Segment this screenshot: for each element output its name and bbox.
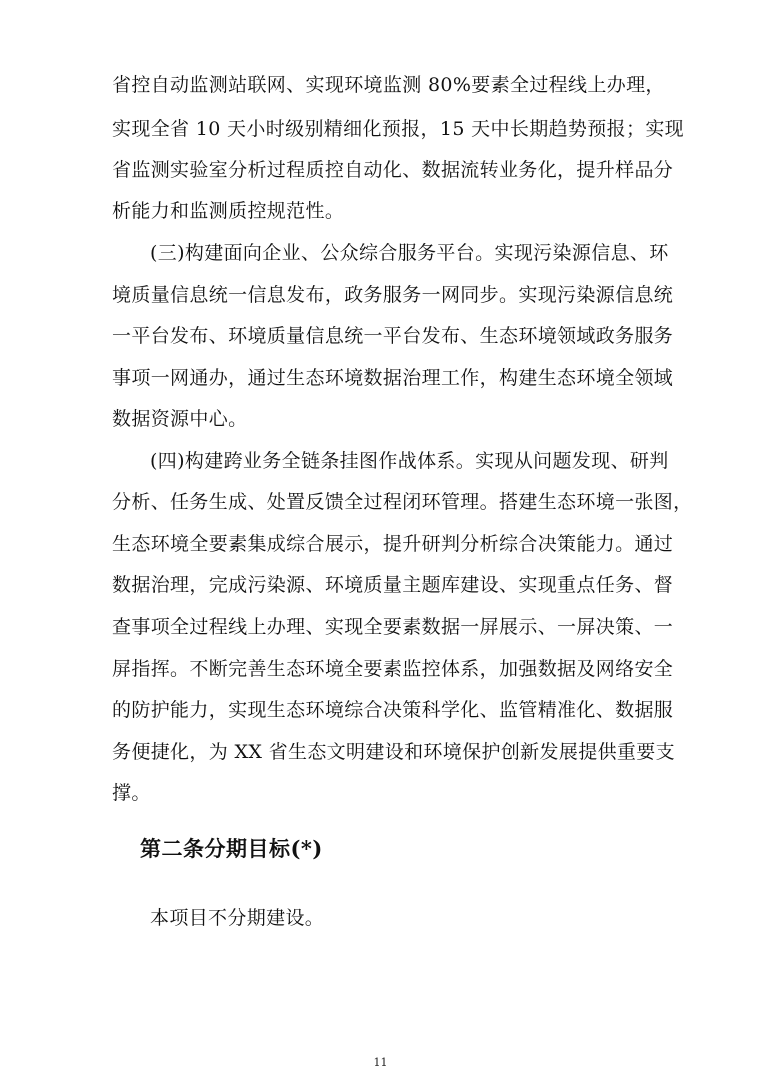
paragraph-1-line-1: 省控自动监测站联网、实现环境监测 80%要素全过程线上办理，	[112, 74, 665, 96]
paragraph-2-line-4: 事项一网通办，通过生态环境数据治理工作，构建生态环境全领域	[112, 367, 674, 389]
paragraph-2-line-5: 数据资源中心。	[112, 408, 248, 430]
paragraph-1-line-4: 析能力和监测质控规范性。	[112, 200, 345, 222]
paragraph-3-line-2: 分析、任务生成、处置反馈全过程闭环管理。搭建生态环境一张图，	[112, 491, 693, 513]
section-heading: 第二条分期目标(*)	[140, 836, 323, 861]
paragraph-2-line-3: 一平台发布、环境质量信息统一平台发布、生态环境领域政务服务	[112, 325, 674, 347]
section-body: 本项目不分期建设。	[150, 907, 325, 929]
paragraph-3-line-3: 生态环境全要素集成综合展示，提升研判分析综合决策能力。通过	[112, 533, 674, 555]
page-number: 11	[373, 1056, 388, 1069]
paragraph-2-line-1: (三)构建面向企业、公众综合服务平台。实现污染源信息、环	[150, 242, 669, 264]
paragraph-1-line-3: 省监测实验室分析过程质控自动化、数据流转业务化，提升样品分	[112, 159, 674, 181]
paragraph-3-line-6: 屏指挥。不断完善生态环境全要素监控体系，加强数据及网络安全	[112, 658, 674, 680]
paragraph-3-line-1: (四)构建跨业务全链条挂图作战体系。实现从问题发现、研判	[150, 450, 669, 472]
paragraph-3-line-7: 的防护能力，实现生态环境综合决策科学化、监管精准化、数据服	[112, 699, 674, 721]
paragraph-3-line-8: 务便捷化，为 XX 省生态文明建设和环境保护创新发展提供重要支	[112, 741, 675, 763]
paragraph-3-line-5: 查事项全过程线上办理、实现全要素数据一屏展示、一屏决策、一	[112, 616, 674, 638]
paragraph-3-line-9: 撑。	[112, 782, 151, 804]
paragraph-3-line-4: 数据治理，完成污染源、环境质量主题库建设、实现重点任务、督	[112, 574, 674, 596]
paragraph-2-line-2: 境质量信息统一信息发布，政务服务一网同步。实现污染源信息统	[112, 284, 674, 306]
paragraph-1-line-2: 实现全省 10 天小时级别精细化预报，15 天中长期趋势预报；实现	[112, 118, 685, 140]
